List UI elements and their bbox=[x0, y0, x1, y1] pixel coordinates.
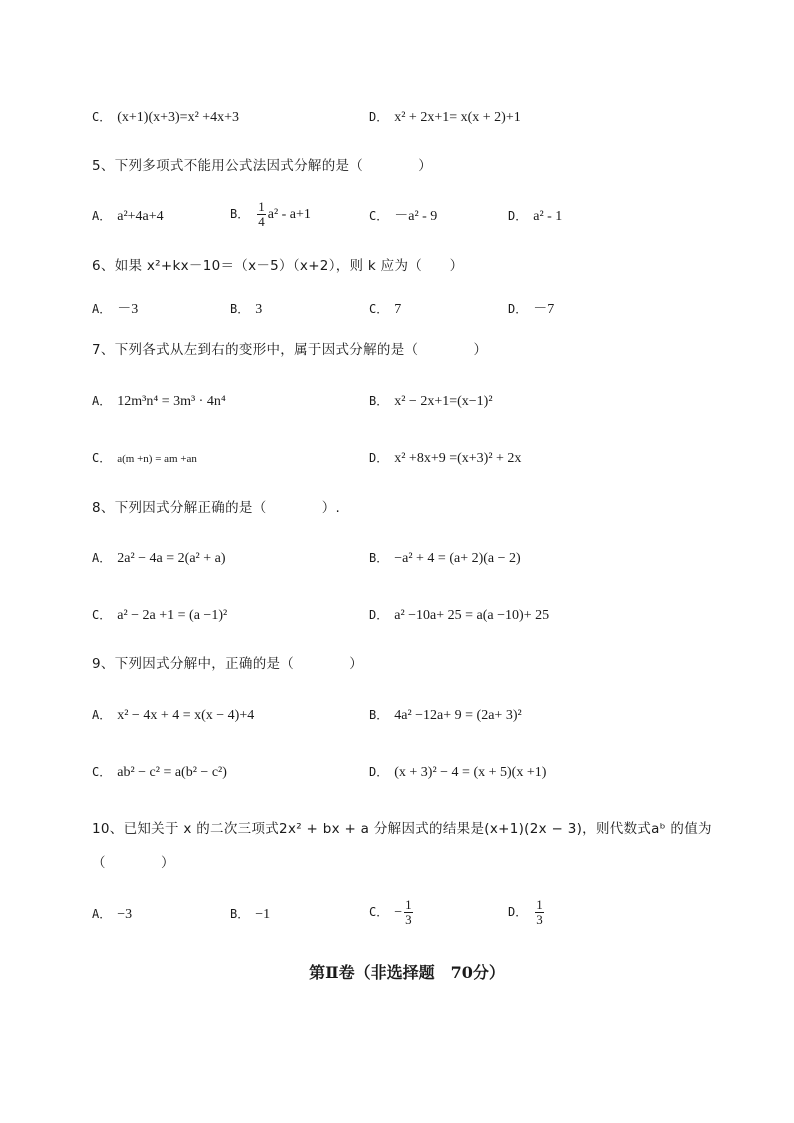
option-label: C． bbox=[369, 209, 389, 223]
q5-option-a bbox=[92, 207, 164, 226]
option-label: C． bbox=[369, 302, 389, 316]
option-label: D． bbox=[508, 302, 528, 316]
option-text: −1 bbox=[255, 907, 271, 922]
q5-option-d bbox=[508, 207, 562, 226]
q9-option-c bbox=[92, 763, 227, 782]
q6-option-a bbox=[92, 300, 138, 319]
option-label: C． bbox=[369, 905, 389, 919]
q7-option-d bbox=[369, 449, 521, 468]
option-text: −3 bbox=[117, 907, 133, 922]
option-text: 3 bbox=[255, 302, 263, 317]
option-label: C． bbox=[92, 110, 112, 124]
option-text: a² −10a+ 25 = a(a −10)+ 25 bbox=[394, 608, 550, 623]
option-text: ab² − c² = a(b² − c²) bbox=[117, 765, 227, 780]
option-label: B． bbox=[369, 551, 389, 565]
option-label: A． bbox=[92, 302, 112, 316]
q7-option-a bbox=[92, 392, 226, 411]
option-label: A． bbox=[92, 394, 112, 408]
option-text: a(m +n) = am +an bbox=[117, 453, 197, 465]
q10-option-b bbox=[230, 905, 270, 924]
option-text: x² − 2x+1=(x−1)² bbox=[394, 394, 493, 409]
option-text: (x + 3)² − 4 = (x + 5)(x +1) bbox=[394, 765, 547, 780]
section-title: 第Ⅱ卷（非选择题 70分） bbox=[309, 963, 505, 982]
question-10-stem-line2: （ ） bbox=[92, 855, 175, 871]
option-text: (x+1)(x+3)=x² +4x+3 bbox=[117, 110, 240, 125]
option-label: A． bbox=[92, 708, 112, 722]
option-label: B． bbox=[230, 207, 250, 221]
q5-option-c bbox=[369, 207, 437, 226]
q6-option-c bbox=[369, 300, 401, 319]
option-text: 4a² −12a+ 9 = (2a+ 3)² bbox=[394, 708, 522, 723]
option-text: －3 bbox=[117, 302, 139, 317]
q10-option-a bbox=[92, 905, 132, 924]
q8-option-b bbox=[369, 549, 521, 568]
q8-option-d bbox=[369, 606, 549, 625]
q7-option-b bbox=[369, 392, 493, 411]
q7-option-c bbox=[92, 449, 197, 468]
option-text: −a² + 4 = (a+ 2)(a − 2) bbox=[394, 551, 521, 566]
fraction: $\frac{1}{3}$ bbox=[536, 897, 543, 927]
option-text: 12m³n⁴ = 3m³ · 4n⁴ bbox=[117, 394, 226, 409]
option-text: − bbox=[394, 905, 403, 920]
question-6-stem: 6、如果 x²+kx－10＝（x－5）（x+2），则 k 应为（ ） bbox=[92, 258, 464, 274]
option-label: A． bbox=[92, 907, 112, 921]
option-label: D． bbox=[508, 905, 528, 919]
q4-option-c bbox=[92, 108, 239, 127]
option-text: －7 bbox=[533, 302, 555, 317]
option-text: x² + 2x+1= x(x + 2)+1 bbox=[394, 110, 521, 125]
q9-option-a bbox=[92, 706, 254, 725]
q8-option-a bbox=[92, 549, 226, 568]
option-label: C． bbox=[92, 765, 112, 779]
option-label: D． bbox=[369, 608, 389, 622]
option-text: 7 bbox=[394, 302, 402, 317]
q9-option-d bbox=[369, 763, 546, 782]
option-label: B． bbox=[369, 394, 389, 408]
q10-option-c bbox=[369, 898, 415, 927]
fraction: $\frac{1}{3}$ bbox=[405, 897, 412, 927]
fraction: $\frac{1}{4}$ bbox=[258, 199, 265, 229]
option-text: x² +8x+9 =(x+3)² + 2x bbox=[394, 451, 522, 466]
option-label: D． bbox=[508, 209, 528, 223]
question-8-stem: 8、下列因式分解正确的是（ ）. bbox=[92, 500, 341, 516]
option-text: a² − 2a +1 = (a −1)² bbox=[117, 608, 228, 623]
option-label: C． bbox=[92, 451, 112, 465]
option-label: D． bbox=[369, 110, 389, 124]
question-5-stem: 5、下列多项式不能用公式法因式分解的是（ ） bbox=[92, 158, 433, 174]
question-9-stem: 9、下列因式分解中，正确的是（ ） bbox=[92, 656, 364, 672]
q6-option-b bbox=[230, 300, 262, 319]
option-label: B． bbox=[369, 708, 389, 722]
question-10-stem: 10、已知关于 x 的二次三项式2x² + bx + a 分解因式的结果是(x+1)(2x − 3)，则代数式aᵇ 的值为 bbox=[92, 821, 712, 837]
q4-option-d bbox=[369, 108, 521, 127]
option-text: 2a² − 4a = 2(a² + a) bbox=[117, 551, 226, 566]
q10-option-d bbox=[508, 898, 546, 927]
option-text: a²+4a+4 bbox=[117, 209, 164, 224]
option-label: D． bbox=[369, 765, 389, 779]
q6-option-d bbox=[508, 300, 554, 319]
option-label: D． bbox=[369, 451, 389, 465]
q8-option-c bbox=[92, 606, 227, 625]
option-label: C． bbox=[92, 608, 112, 622]
option-text: －a² - 9 bbox=[394, 209, 438, 224]
question-7-stem: 7、下列各式从左到右的变形中，属于因式分解的是（ ） bbox=[92, 342, 488, 358]
option-label: A． bbox=[92, 551, 112, 565]
q9-option-b bbox=[369, 706, 522, 725]
option-text: a² - 1 bbox=[533, 209, 563, 224]
option-label: B． bbox=[230, 302, 250, 316]
option-label: B． bbox=[230, 907, 250, 921]
option-label: A． bbox=[92, 209, 112, 223]
option-text: x² − 4x + 4 = x(x − 4)+4 bbox=[117, 708, 255, 723]
q5-option-b bbox=[230, 200, 311, 229]
option-text: a² - a+1 bbox=[267, 207, 311, 222]
